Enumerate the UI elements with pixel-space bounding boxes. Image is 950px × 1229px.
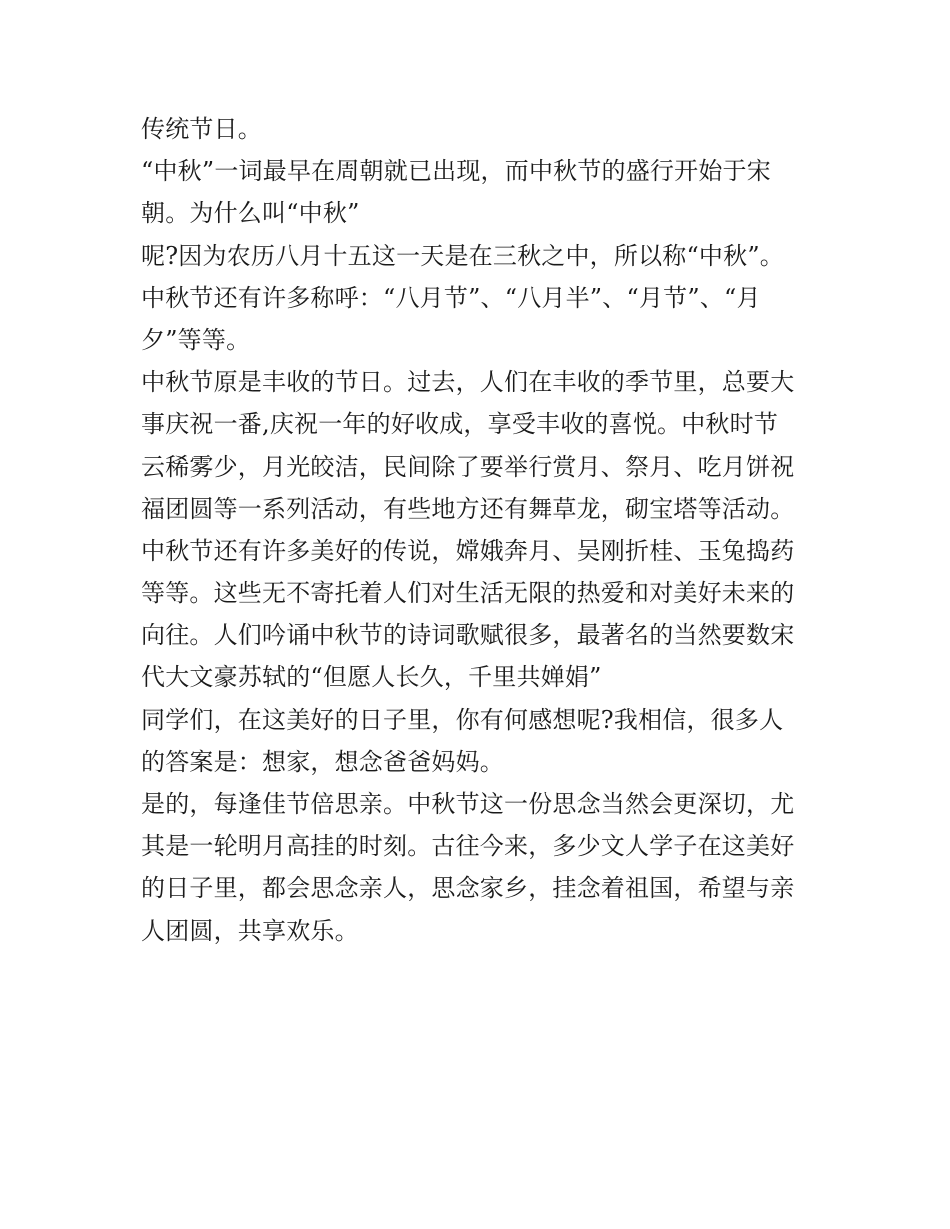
text-line: 事庆祝一番,庆祝一年的好收成，享受丰收的喜悦。中秋时节 <box>141 410 779 439</box>
text-line: 是的，每逢佳节倍思亲。中秋节这一份思念当然会更深切，尤 <box>141 790 795 818</box>
text-line: 中秋节还有许多称呼：“八月节”、“八月半”、“月节”、“月 <box>141 283 761 312</box>
text-line: 的答案是：想家，想念爸爸妈妈。 <box>141 747 504 776</box>
text-line: 夕”等等。 <box>141 325 251 354</box>
text-line: 朝。为什么叫“中秋” <box>141 199 360 228</box>
text-line: 呢?因为农历八月十五这一天是在三秋之中，所以称“中秋”。 <box>141 241 785 270</box>
text-line: 的日子里，都会思念亲人，思念家乡，挂念着祖国，希望与亲 <box>141 874 795 903</box>
text-line: 中秋节原是丰收的节日。过去，人们在丰收的季节里，总要大 <box>141 368 795 397</box>
text-line: 福团圆等一系列活动，有些地方还有舞草龙，砌宝塔等活动。 <box>141 494 795 523</box>
text-line: 人团圆，共享欢乐。 <box>141 916 359 945</box>
text-line: 传统节日。 <box>141 115 262 143</box>
text-line: 云稀雾少，月光皎洁，民间除了要举行赏月、祭月、吃月饼祝 <box>141 452 795 481</box>
text-line: 等等。这些无不寄托着人们对生活无限的热爱和对美好未来的 <box>141 579 795 608</box>
text-line: “中秋”一词最早在周朝就已出现，而中秋节的盛行开始于宋 <box>141 157 771 186</box>
text-line: 其是一轮明月高挂的时刻。古往今来，多少文人学子在这美好 <box>141 832 795 861</box>
text-line: 向往。人们吟诵中秋节的诗词歌赋很多，最著名的当然要数宋 <box>141 621 795 650</box>
text-line: 代大文豪苏轼的“但愿人长久，千里共婵娟” <box>141 663 602 692</box>
text-line: 中秋节还有许多美好的传说，嫦娥奔月、吴刚折桂、玉兔捣药 <box>141 536 795 565</box>
text-line: 同学们，在这美好的日子里，你有何感想呢?我相信，很多人 <box>141 705 784 734</box>
document-body <box>141 108 821 952</box>
